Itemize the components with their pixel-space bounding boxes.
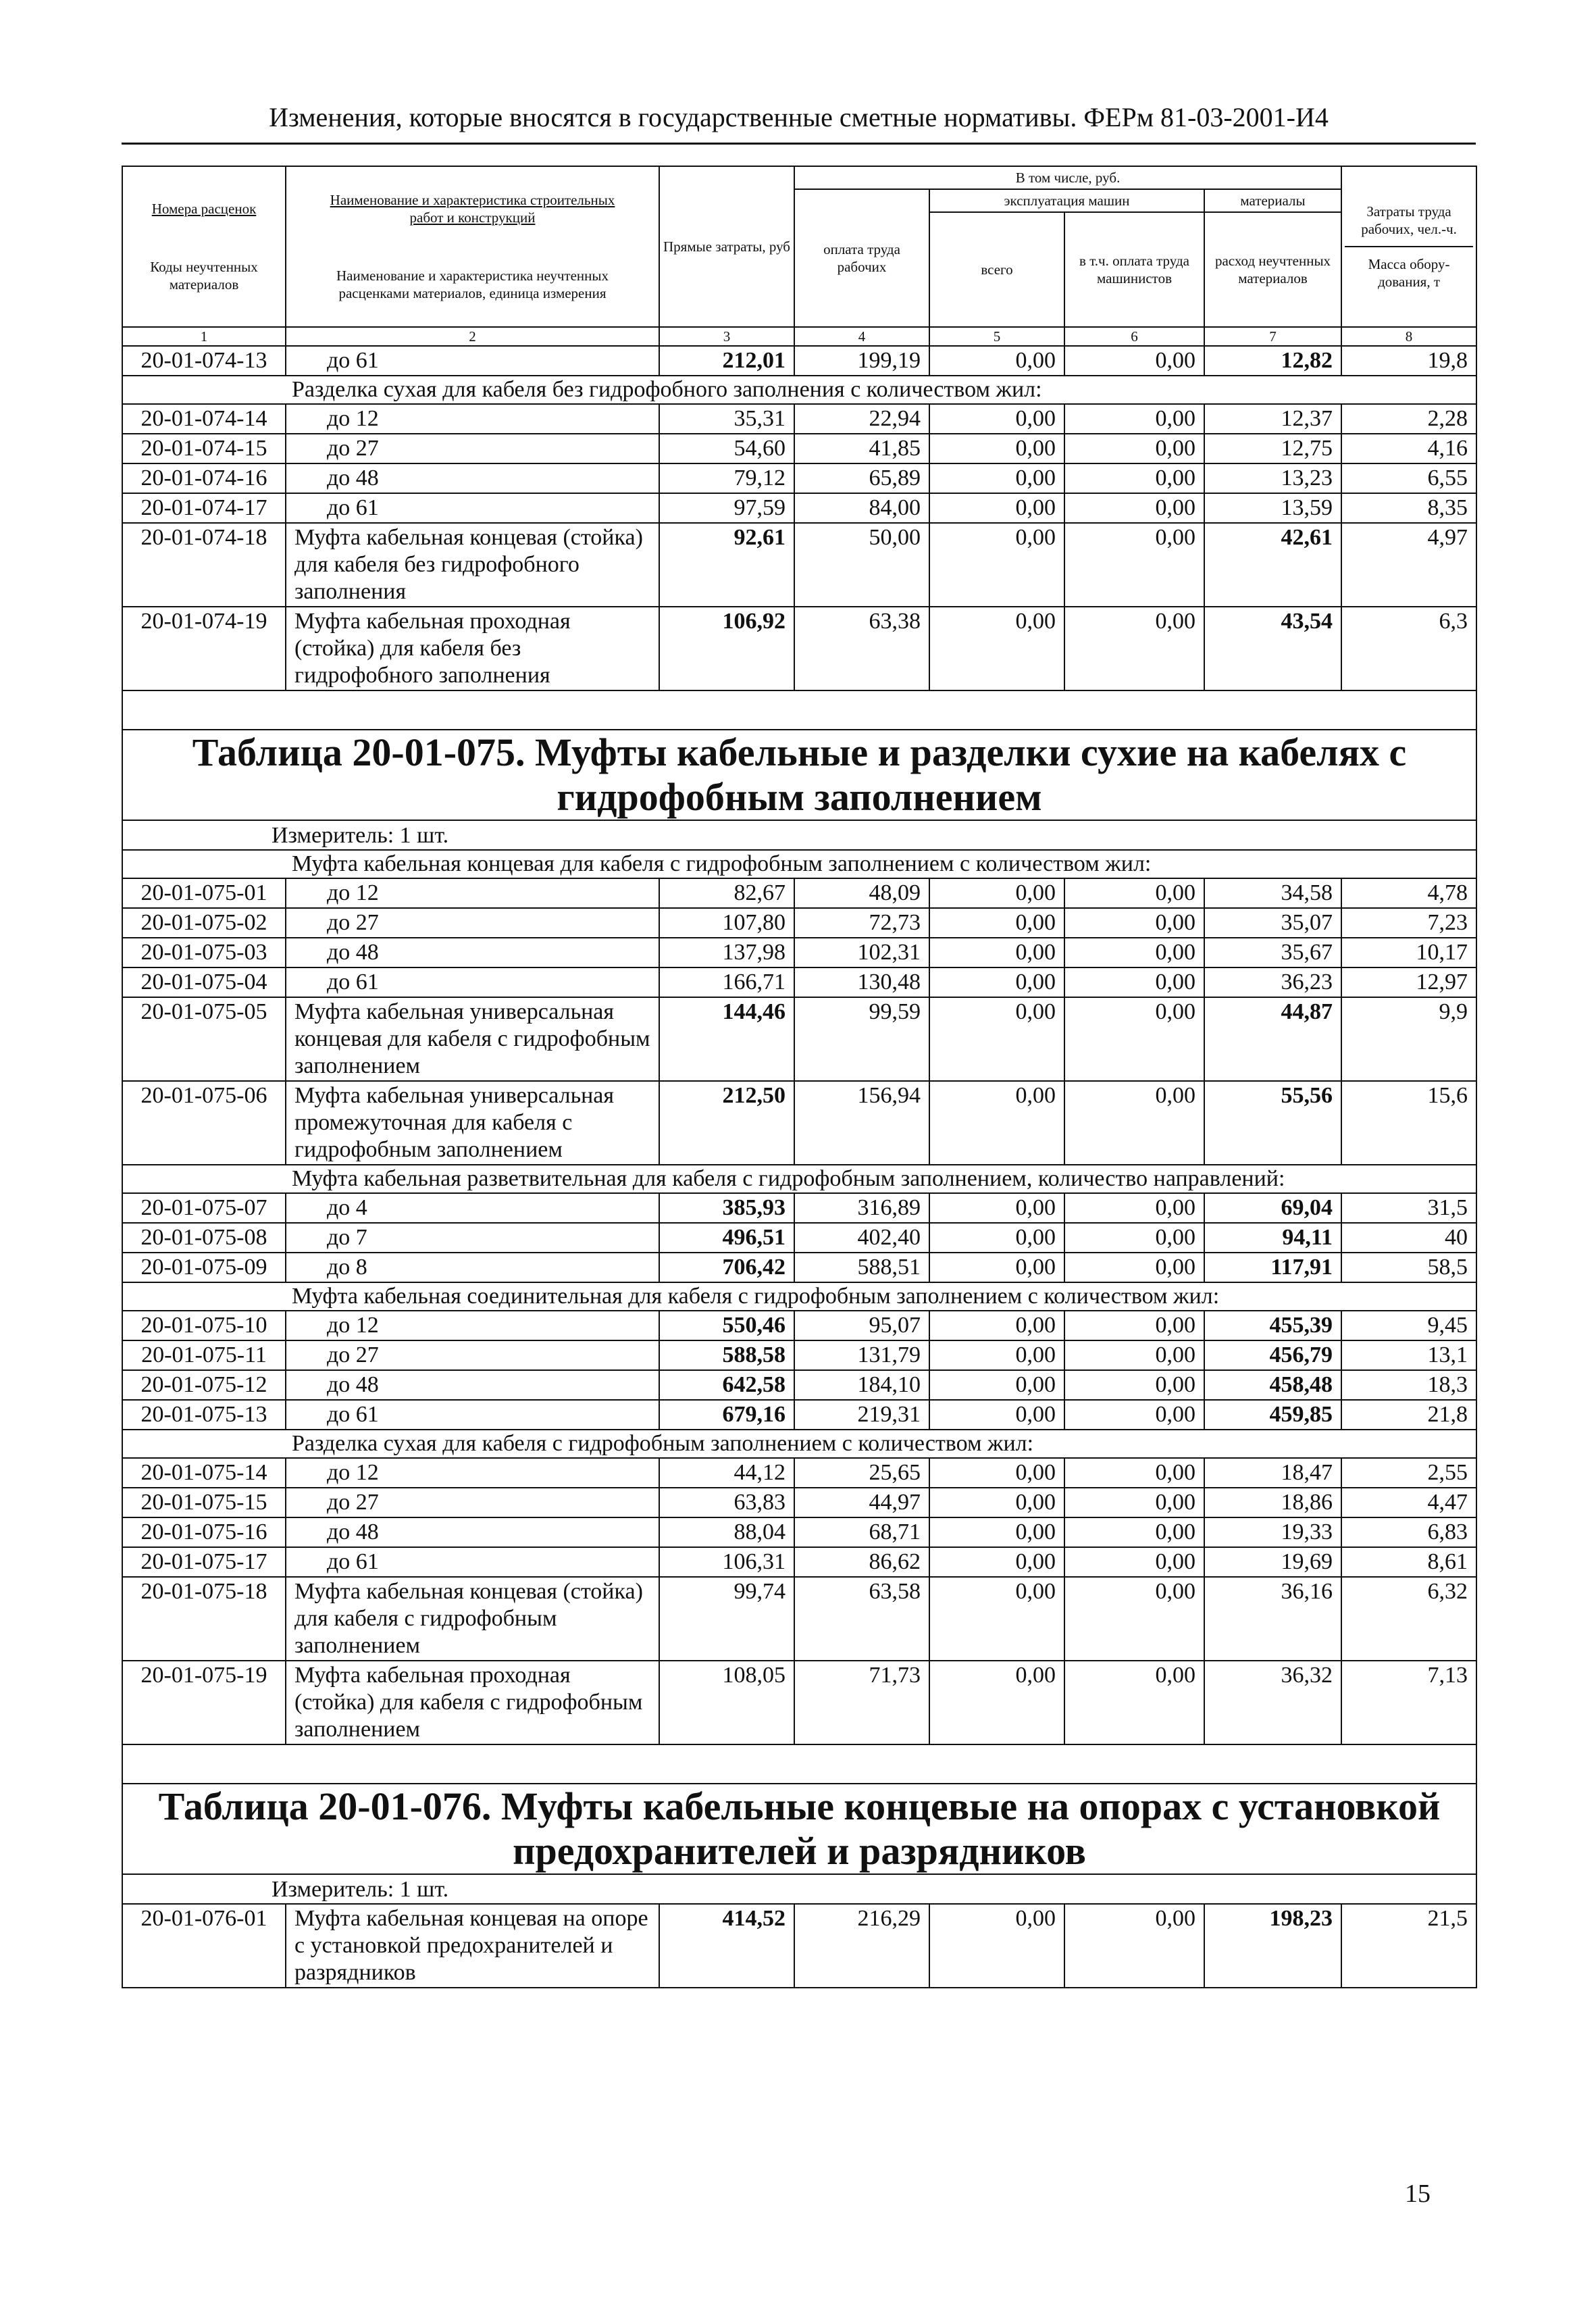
measure-unit-row [122, 1874, 1476, 1904]
machines-total-value: 0,00 [929, 908, 1064, 938]
materials-value: 69,04 [1204, 1193, 1341, 1223]
machinists-pay-value: 0,00 [1064, 1547, 1204, 1577]
direct-costs-value: 642,58 [659, 1370, 794, 1400]
header-machines: эксплуатация машин [929, 189, 1204, 212]
rate-name: Муфта кабельная концевая на опоре с установкой предохранителей и разрядников [286, 1904, 659, 1988]
machinists-pay-value: 0,00 [1064, 1223, 1204, 1253]
labor-pay-value: 199,19 [794, 346, 929, 376]
materials-value: 19,69 [1204, 1547, 1341, 1577]
direct-costs-value: 550,46 [659, 1311, 794, 1340]
table-body [122, 346, 1476, 1988]
materials-value: 44,87 [1204, 997, 1341, 1081]
labor-pay-value: 22,94 [794, 404, 929, 434]
rate-code: 20-01-074-16 [122, 463, 286, 493]
machinists-pay-value: 0,00 [1064, 1661, 1204, 1744]
labor-mass-value: 2,55 [1341, 1458, 1476, 1488]
machines-total-value: 0,00 [929, 878, 1064, 908]
direct-costs-value: 137,98 [659, 938, 794, 967]
labor-pay-value: 156,94 [794, 1081, 929, 1165]
table-row [122, 493, 1476, 523]
machines-total-value: 0,00 [929, 967, 1064, 997]
direct-costs-value: 588,58 [659, 1340, 794, 1370]
table-title: Таблица 20-01-076. Муфты кабельные концевые на опорах с установкой предохранителей и разрядников [122, 1784, 1476, 1874]
machinists-pay-value: 0,00 [1064, 1370, 1204, 1400]
section-header: Разделка сухая для кабеля с гидрофобным заполнением с количеством жил: [122, 1430, 1476, 1458]
machines-total-value: 0,00 [929, 1577, 1064, 1661]
rate-name: до 48 [286, 463, 659, 493]
labor-mass-value: 7,23 [1341, 908, 1476, 938]
section-header-row [122, 1430, 1476, 1458]
table-title-row [122, 730, 1476, 820]
labor-pay-value: 95,07 [794, 1311, 929, 1340]
direct-costs-value: 106,92 [659, 607, 794, 690]
direct-costs-value: 385,93 [659, 1193, 794, 1223]
direct-costs-value: 88,04 [659, 1517, 794, 1547]
table-row [122, 1370, 1476, 1400]
labor-pay-value: 25,65 [794, 1458, 929, 1488]
materials-value: 18,47 [1204, 1458, 1341, 1488]
section-header-row [122, 1165, 1476, 1193]
labor-pay-value: 71,73 [794, 1661, 929, 1744]
labor-mass-value: 6,83 [1341, 1517, 1476, 1547]
labor-pay-value: 130,48 [794, 967, 929, 997]
table-row [122, 878, 1476, 908]
table-row [122, 1081, 1476, 1165]
labor-mass-value: 8,35 [1341, 493, 1476, 523]
direct-costs-value: 106,31 [659, 1547, 794, 1577]
machinists-pay-value: 0,00 [1064, 1311, 1204, 1340]
table-row [122, 1193, 1476, 1223]
header-labor-costs-label: Затраты труда рабочих, чел.-ч. [1361, 203, 1457, 237]
column-number: 5 [929, 327, 1064, 346]
labor-pay-value: 86,62 [794, 1547, 929, 1577]
materials-value: 18,86 [1204, 1488, 1341, 1517]
direct-costs-value: 54,60 [659, 434, 794, 463]
labor-pay-value: 72,73 [794, 908, 929, 938]
rate-code: 20-01-075-16 [122, 1517, 286, 1547]
header-direct-costs: Прямые затраты, руб [659, 166, 794, 327]
machines-total-value: 0,00 [929, 1517, 1064, 1547]
rate-name: Муфта кабельная концевая (стойка) для кабеля без гидрофобного заполнения [286, 523, 659, 607]
table-title: Таблица 20-01-075. Муфты кабельные и разделки сухие на кабелях с гидрофобным заполнением [122, 730, 1476, 820]
labor-mass-value: 8,61 [1341, 1547, 1476, 1577]
table-row [122, 1311, 1476, 1340]
table-row [122, 1517, 1476, 1547]
header-material-codes-label: Коды неучтенных материалов [150, 259, 258, 293]
rate-code: 20-01-075-04 [122, 967, 286, 997]
rate-code: 20-01-075-18 [122, 1577, 286, 1661]
direct-costs-value: 97,59 [659, 493, 794, 523]
rate-name: до 12 [286, 878, 659, 908]
section-header-row [122, 1282, 1476, 1311]
spacer-cell [122, 1744, 1476, 1784]
materials-value: 94,11 [1204, 1223, 1341, 1253]
machines-total-value: 0,00 [929, 1311, 1064, 1340]
table-row [122, 1547, 1476, 1577]
materials-value: 12,75 [1204, 434, 1341, 463]
materials-value: 12,82 [1204, 346, 1341, 376]
machines-total-value: 0,00 [929, 404, 1064, 434]
rate-name: до 27 [286, 1488, 659, 1517]
labor-mass-value: 6,3 [1341, 607, 1476, 690]
materials-value: 35,67 [1204, 938, 1341, 967]
machines-total-value: 0,00 [929, 523, 1064, 607]
labor-mass-value: 31,5 [1341, 1193, 1476, 1223]
direct-costs-value: 212,50 [659, 1081, 794, 1165]
machinists-pay-value: 0,00 [1064, 908, 1204, 938]
table-row [122, 404, 1476, 434]
section-header: Муфта кабельная соединительная для кабеля с гидрофобным заполнением с количеством жил: [122, 1282, 1476, 1311]
labor-mass-value: 21,5 [1341, 1904, 1476, 1988]
labor-pay-value: 63,58 [794, 1577, 929, 1661]
table-row [122, 1661, 1476, 1744]
machines-total-value: 0,00 [929, 1400, 1064, 1430]
machinists-pay-value: 0,00 [1064, 1517, 1204, 1547]
header-labor-mass [1341, 166, 1476, 327]
column-number: 4 [794, 327, 929, 346]
materials-value: 35,07 [1204, 908, 1341, 938]
machinists-pay-value: 0,00 [1064, 1400, 1204, 1430]
labor-pay-value: 50,00 [794, 523, 929, 607]
direct-costs-value: 44,12 [659, 1458, 794, 1488]
spacer-row [122, 1744, 1476, 1784]
machinists-pay-value: 0,00 [1064, 404, 1204, 434]
section-header: Муфта кабельная разветвительная для кабеля с гидрофобным заполнением, количество направлений: [122, 1165, 1476, 1193]
machines-total-value: 0,00 [929, 1661, 1064, 1744]
table-row [122, 434, 1476, 463]
labor-pay-value: 102,31 [794, 938, 929, 967]
table-row [122, 938, 1476, 967]
section-header-row [122, 376, 1476, 404]
table-row [122, 1577, 1476, 1661]
column-number: 1 [122, 327, 286, 346]
rate-name: до 61 [286, 1400, 659, 1430]
materials-value: 55,56 [1204, 1081, 1341, 1165]
column-number: 2 [286, 327, 659, 346]
table-row [122, 1488, 1476, 1517]
direct-costs-value: 63,83 [659, 1488, 794, 1517]
rate-code: 20-01-074-19 [122, 607, 286, 690]
machines-total-value: 0,00 [929, 434, 1064, 463]
machinists-pay-value: 0,00 [1064, 1577, 1204, 1661]
direct-costs-value: 496,51 [659, 1223, 794, 1253]
column-number: 7 [1204, 327, 1341, 346]
labor-mass-value: 4,78 [1341, 878, 1476, 908]
machinists-pay-value: 0,00 [1064, 1253, 1204, 1282]
machinists-pay-value: 0,00 [1064, 1904, 1204, 1988]
labor-pay-value: 68,71 [794, 1517, 929, 1547]
materials-value: 19,33 [1204, 1517, 1341, 1547]
labor-mass-value: 9,45 [1341, 1311, 1476, 1340]
direct-costs-value: 212,01 [659, 346, 794, 376]
labor-pay-value: 41,85 [794, 434, 929, 463]
labor-mass-value: 6,32 [1341, 1577, 1476, 1661]
rate-code: 20-01-075-13 [122, 1400, 286, 1430]
page-header: Изменения, которые вносятся в государственные сметные нормативы. ФЕРм 81-03-2001-И4 [122, 101, 1476, 145]
labor-pay-value: 402,40 [794, 1223, 929, 1253]
labor-pay-value: 184,10 [794, 1370, 929, 1400]
rate-name: до 12 [286, 1458, 659, 1488]
rate-name: Муфта кабельная проходная (стойка) для кабеля с гидрофобным заполнением [286, 1661, 659, 1744]
table-row [122, 967, 1476, 997]
table-title-row [122, 1784, 1476, 1874]
direct-costs-value: 144,46 [659, 997, 794, 1081]
machines-total-value: 0,00 [929, 1193, 1064, 1223]
table-row [122, 1253, 1476, 1282]
materials-value: 458,48 [1204, 1370, 1341, 1400]
labor-pay-value: 219,31 [794, 1400, 929, 1430]
spacer-cell [122, 690, 1476, 730]
rate-code: 20-01-075-10 [122, 1311, 286, 1340]
labor-pay-value: 131,79 [794, 1340, 929, 1370]
rate-code: 20-01-074-15 [122, 434, 286, 463]
labor-mass-value: 12,97 [1341, 967, 1476, 997]
rate-name: до 27 [286, 908, 659, 938]
rate-name: до 27 [286, 434, 659, 463]
table-row [122, 908, 1476, 938]
machines-total-value: 0,00 [929, 997, 1064, 1081]
rate-name: до 4 [286, 1193, 659, 1223]
direct-costs-value: 108,05 [659, 1661, 794, 1744]
labor-mass-value: 58,5 [1341, 1253, 1476, 1282]
header-work-name-label: Наименование и характеристика строительных работ и конструкций [330, 192, 615, 226]
rate-name: Муфта кабельная концевая (стойка) для кабеля с гидрофобным заполнением [286, 1577, 659, 1661]
machinists-pay-value: 0,00 [1064, 607, 1204, 690]
header-materials: материалы [1204, 189, 1341, 212]
rate-name: до 12 [286, 1311, 659, 1340]
materials-value: 36,32 [1204, 1661, 1341, 1744]
machinists-pay-value: 0,00 [1064, 1193, 1204, 1223]
labor-pay-value: 216,29 [794, 1904, 929, 1988]
machinists-pay-value: 0,00 [1064, 878, 1204, 908]
labor-mass-value: 40 [1341, 1223, 1476, 1253]
materials-value: 13,23 [1204, 463, 1341, 493]
rate-code: 20-01-075-03 [122, 938, 286, 967]
table-row [122, 463, 1476, 493]
column-number: 8 [1341, 327, 1476, 346]
labor-mass-value: 6,55 [1341, 463, 1476, 493]
direct-costs-value: 166,71 [659, 967, 794, 997]
machinists-pay-value: 0,00 [1064, 1340, 1204, 1370]
labor-mass-value: 4,16 [1341, 434, 1476, 463]
labor-mass-value: 9,9 [1341, 997, 1476, 1081]
labor-mass-value: 2,28 [1341, 404, 1476, 434]
materials-value: 36,23 [1204, 967, 1341, 997]
materials-value: 456,79 [1204, 1340, 1341, 1370]
rate-name: до 61 [286, 493, 659, 523]
direct-costs-value: 107,80 [659, 908, 794, 938]
direct-costs-value: 99,74 [659, 1577, 794, 1661]
section-header: Разделка сухая для кабеля без гидрофобного заполнения с количеством жил: [122, 376, 1476, 404]
rate-name: до 61 [286, 967, 659, 997]
materials-value: 12,37 [1204, 404, 1341, 434]
direct-costs-value: 679,16 [659, 1400, 794, 1430]
header-material-name-label: Наименование и характеристика неучтенных расценками материалов, единица измерения [336, 268, 609, 301]
labor-pay-value: 99,59 [794, 997, 929, 1081]
machines-total-value: 0,00 [929, 1904, 1064, 1988]
direct-costs-value: 35,31 [659, 404, 794, 434]
direct-costs-value: 414,52 [659, 1904, 794, 1988]
labor-mass-value: 18,3 [1341, 1370, 1476, 1400]
rate-code: 20-01-075-09 [122, 1253, 286, 1282]
rate-name: до 12 [286, 404, 659, 434]
rate-name: до 61 [286, 346, 659, 376]
rate-name: до 27 [286, 1340, 659, 1370]
header-machines-total: всего [929, 212, 1064, 327]
table-row [122, 1458, 1476, 1488]
rate-name: Муфта кабельная универсальная концевая для кабеля с гидрофобным заполнением [286, 997, 659, 1081]
rate-code: 20-01-075-01 [122, 878, 286, 908]
rates-table [122, 166, 1477, 1988]
direct-costs-value: 706,42 [659, 1253, 794, 1282]
machinists-pay-value: 0,00 [1064, 346, 1204, 376]
rate-code: 20-01-075-05 [122, 997, 286, 1081]
rate-code: 20-01-075-14 [122, 1458, 286, 1488]
labor-mass-value: 19,8 [1341, 346, 1476, 376]
machinists-pay-value: 0,00 [1064, 493, 1204, 523]
labor-mass-value: 21,8 [1341, 1400, 1476, 1430]
rate-code: 20-01-074-18 [122, 523, 286, 607]
rate-code: 20-01-075-19 [122, 1661, 286, 1744]
machines-total-value: 0,00 [929, 1253, 1064, 1282]
materials-value: 13,59 [1204, 493, 1341, 523]
labor-pay-value: 48,09 [794, 878, 929, 908]
labor-pay-value: 44,97 [794, 1488, 929, 1517]
measure-unit: Измеритель: 1 шт. [122, 820, 1476, 850]
labor-pay-value: 316,89 [794, 1193, 929, 1223]
direct-costs-value: 92,61 [659, 523, 794, 607]
rate-code: 20-01-074-14 [122, 404, 286, 434]
materials-value: 42,61 [1204, 523, 1341, 607]
machines-total-value: 0,00 [929, 938, 1064, 967]
table-row [122, 346, 1476, 376]
table-row [122, 523, 1476, 607]
direct-costs-value: 79,12 [659, 463, 794, 493]
labor-pay-value: 63,38 [794, 607, 929, 690]
column-number: 6 [1064, 327, 1204, 346]
labor-mass-value: 10,17 [1341, 938, 1476, 967]
table-header [122, 166, 1476, 346]
page-number: 15 [1405, 2180, 1431, 2208]
header-column-numbers [122, 327, 1476, 346]
header-work-name [286, 166, 659, 327]
section-header: Муфта кабельная концевая для кабеля с гидрофобным заполнением с количеством жил: [122, 850, 1476, 878]
table-row [122, 607, 1476, 690]
machinists-pay-value: 0,00 [1064, 938, 1204, 967]
machines-total-value: 0,00 [929, 346, 1064, 376]
rate-code: 20-01-075-06 [122, 1081, 286, 1165]
machinists-pay-value: 0,00 [1064, 997, 1204, 1081]
header-rate-numbers-label: Номера расценок [151, 201, 257, 217]
machinists-pay-value: 0,00 [1064, 1458, 1204, 1488]
machines-total-value: 0,00 [929, 1223, 1064, 1253]
machinists-pay-value: 0,00 [1064, 1488, 1204, 1517]
machines-total-value: 0,00 [929, 493, 1064, 523]
labor-mass-value: 4,97 [1341, 523, 1476, 607]
rate-name: до 48 [286, 938, 659, 967]
rate-code: 20-01-075-17 [122, 1547, 286, 1577]
machines-total-value: 0,00 [929, 1547, 1064, 1577]
header-materials-use: расход неучтенных материалов [1204, 212, 1341, 327]
rate-code: 20-01-075-15 [122, 1488, 286, 1517]
materials-value: 455,39 [1204, 1311, 1341, 1340]
rate-name: до 61 [286, 1547, 659, 1577]
rate-name: до 48 [286, 1370, 659, 1400]
labor-mass-value: 7,13 [1341, 1661, 1476, 1744]
header-rate-numbers [122, 166, 286, 327]
column-number: 3 [659, 327, 794, 346]
machinists-pay-value: 0,00 [1064, 523, 1204, 607]
machines-total-value: 0,00 [929, 1081, 1064, 1165]
labor-pay-value: 65,89 [794, 463, 929, 493]
rate-code: 20-01-075-02 [122, 908, 286, 938]
rate-code: 20-01-074-13 [122, 346, 286, 376]
header-including: В том числе, руб. [794, 166, 1341, 189]
rate-code: 20-01-075-12 [122, 1370, 286, 1400]
materials-value: 198,23 [1204, 1904, 1341, 1988]
rate-code: 20-01-075-07 [122, 1193, 286, 1223]
rate-name: Муфта кабельная универсальная промежуточная для кабеля с гидрофобным заполнением [286, 1081, 659, 1165]
header-machinists-pay: в т.ч. оплата труда машинистов [1064, 212, 1204, 327]
rate-code: 20-01-074-17 [122, 493, 286, 523]
rate-code: 20-01-075-11 [122, 1340, 286, 1370]
machinists-pay-value: 0,00 [1064, 434, 1204, 463]
materials-value: 36,16 [1204, 1577, 1341, 1661]
rate-code: 20-01-076-01 [122, 1904, 286, 1988]
rate-name: до 8 [286, 1253, 659, 1282]
table-row [122, 1223, 1476, 1253]
materials-value: 34,58 [1204, 878, 1341, 908]
rate-name: до 48 [286, 1517, 659, 1547]
rate-code: 20-01-075-08 [122, 1223, 286, 1253]
machinists-pay-value: 0,00 [1064, 1081, 1204, 1165]
machines-total-value: 0,00 [929, 607, 1064, 690]
machines-total-value: 0,00 [929, 463, 1064, 493]
machines-total-value: 0,00 [929, 1488, 1064, 1517]
table-row [122, 1400, 1476, 1430]
rate-name: до 7 [286, 1223, 659, 1253]
machinists-pay-value: 0,00 [1064, 967, 1204, 997]
section-header-row [122, 850, 1476, 878]
table-row [122, 1904, 1476, 1988]
measure-unit: Измеритель: 1 шт. [122, 1874, 1476, 1904]
labor-pay-value: 84,00 [794, 493, 929, 523]
machines-total-value: 0,00 [929, 1370, 1064, 1400]
materials-value: 459,85 [1204, 1400, 1341, 1430]
materials-value: 117,91 [1204, 1253, 1341, 1282]
rate-name: Муфта кабельная проходная (стойка) для кабеля без гидрофобного заполнения [286, 607, 659, 690]
table-row [122, 997, 1476, 1081]
labor-pay-value: 588,51 [794, 1253, 929, 1282]
materials-value: 43,54 [1204, 607, 1341, 690]
labor-mass-value: 4,47 [1341, 1488, 1476, 1517]
spacer-row [122, 690, 1476, 730]
header-equip-mass-label: Масса обору-дования, т [1345, 246, 1473, 291]
machines-total-value: 0,00 [929, 1340, 1064, 1370]
labor-mass-value: 15,6 [1341, 1081, 1476, 1165]
direct-costs-value: 82,67 [659, 878, 794, 908]
table-row [122, 1340, 1476, 1370]
header-labor-pay: оплата труда рабочих [794, 189, 929, 327]
machines-total-value: 0,00 [929, 1458, 1064, 1488]
machinists-pay-value: 0,00 [1064, 463, 1204, 493]
measure-unit-row [122, 820, 1476, 850]
labor-mass-value: 13,1 [1341, 1340, 1476, 1370]
